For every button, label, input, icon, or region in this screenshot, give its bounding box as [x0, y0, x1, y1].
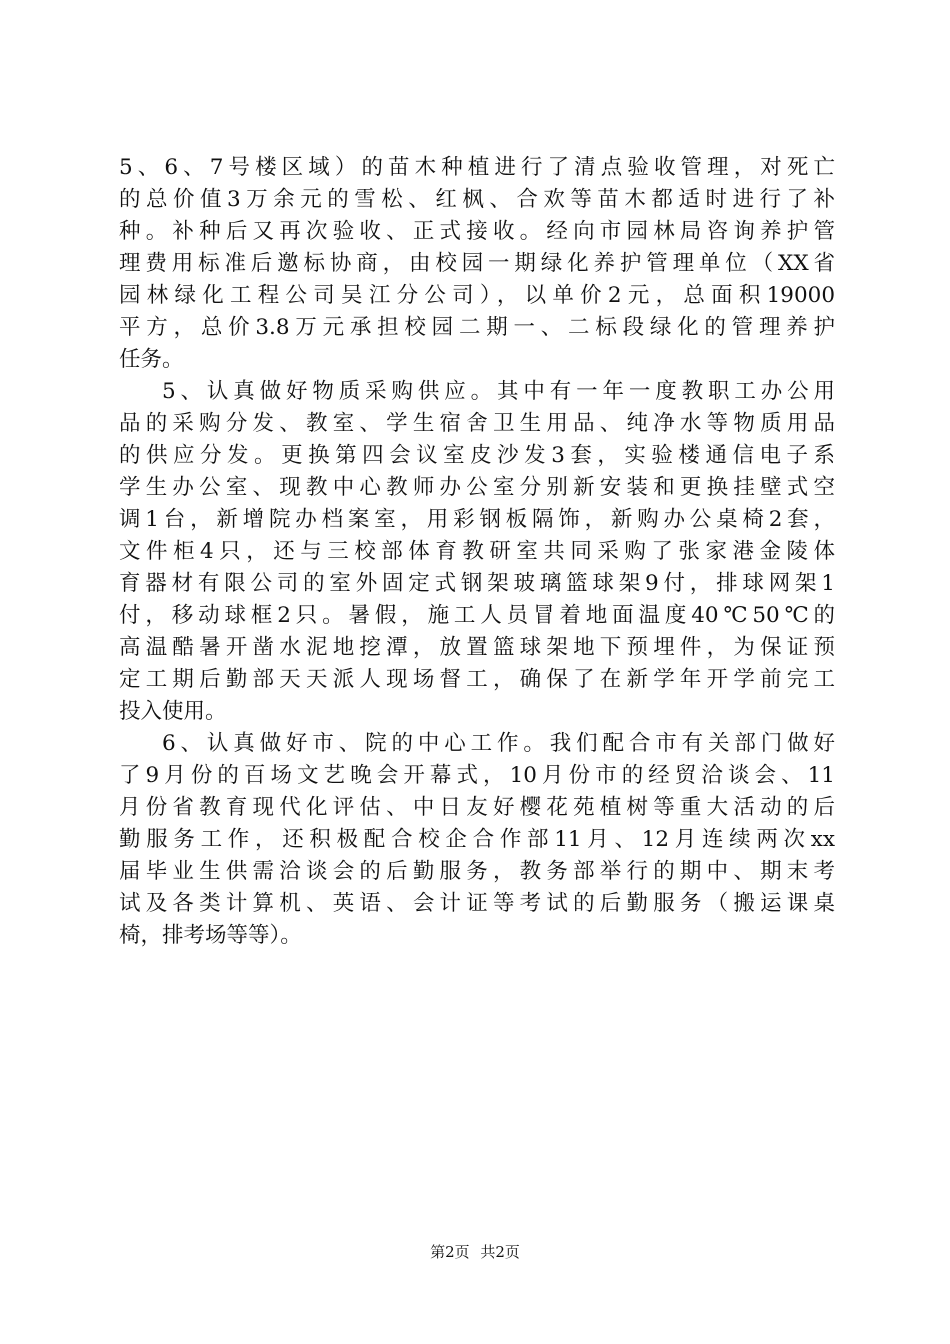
text-line: 任务。	[119, 347, 184, 372]
text-line: 学生办公室、现教中心教师办公室分别新安装和更换挂壁式空	[119, 475, 835, 500]
text-line: 种。补种后又再次验收、正式接收。经向市园林局咨询养护管	[119, 219, 835, 244]
text-line: 月份省教育现代化评估、中日友好樱花苑植树等重大活动的后	[119, 795, 835, 820]
text-line: 5、认真做好物质采购供应。其中有一年一度教职工办公用	[162, 379, 835, 404]
text-line: 平方，总价3.8万元承担校园二期一、二标段绿化的管理养护	[119, 315, 835, 340]
text-line: 调1台，新增院办档案室，用彩钢板隔饰，新购办公桌椅2套，	[119, 507, 835, 532]
paragraph-continued	[119, 152, 835, 376]
text-line: 园林绿化工程公司吴江分公司），以单价2元，总面积19000	[119, 283, 835, 308]
page-footer	[0, 1242, 950, 1262]
text-line: 投入使用。	[119, 699, 227, 724]
page-total: 共2页	[480, 1243, 520, 1261]
paragraph-central-work	[119, 728, 835, 952]
text-line: 品的采购分发、教室、学生宿舍卫生用品、纯净水等物质用品	[119, 411, 835, 436]
text-line: 付，移动球框2只。暑假，施工人员冒着地面温度40℃50℃的	[119, 603, 835, 628]
text-line: 了9月份的百场文艺晚会开幕式，10月份市的经贸洽谈会、11	[119, 763, 835, 788]
text-line: 5、6、7号楼区域）的苗木种植进行了清点验收管理，对死亡	[119, 155, 835, 180]
text-line: 高温酷暑开凿水泥地挖潭，放置篮球架地下预埋件，为保证预	[119, 635, 835, 660]
text-line: 试及各类计算机、英语、会计证等考试的后勤服务（搬运课桌	[119, 891, 835, 916]
document-body	[119, 152, 835, 952]
text-line: 定工期后勤部天天派人现场督工，确保了在新学年开学前完工	[119, 667, 835, 692]
page-number: 第2页	[430, 1243, 470, 1261]
text-line: 育器材有限公司的室外固定式钢架玻璃篮球架9付，排球网架1	[119, 571, 835, 596]
paragraph-procurement	[119, 376, 835, 728]
text-line: 文件柜4只，还与三校部体育教研室共同采购了张家港金陵体	[119, 539, 835, 564]
text-line: 届毕业生供需洽谈会的后勤服务，教务部举行的期中、期末考	[119, 859, 835, 884]
text-line: 6、认真做好市、院的中心工作。我们配合市有关部门做好	[162, 731, 835, 756]
text-line: 椅，排考场等等）。	[119, 923, 302, 948]
text-line: 勤服务工作，还积极配合校企合作部11月、12月连续两次xx	[119, 827, 835, 852]
text-line: 的供应分发。更换第四会议室皮沙发3套，实验楼通信电子系	[119, 443, 835, 468]
text-line: 的总价值3万余元的雪松、红枫、合欢等苗木都适时进行了补	[119, 187, 835, 212]
text-line: 理费用标准后邀标协商，由校园一期绿化养护管理单位（XX省	[119, 251, 835, 276]
